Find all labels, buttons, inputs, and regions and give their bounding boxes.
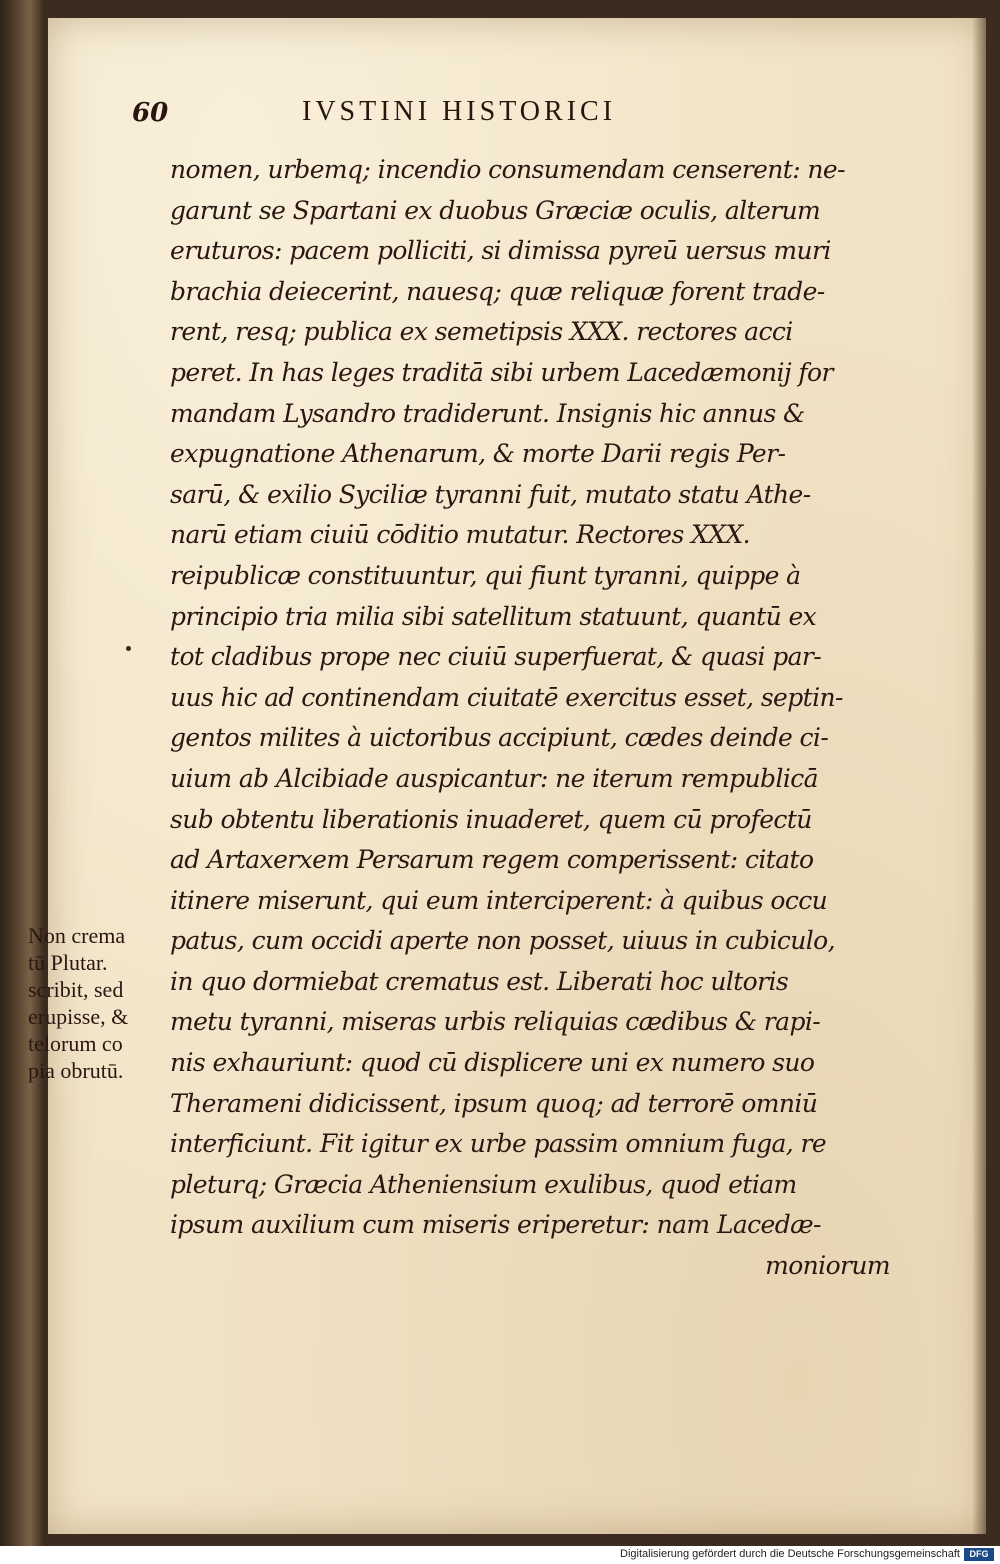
text-line: gentos milites à uictoribus accipiunt, cædes deinde ci- xyxy=(170,723,829,753)
text-line: in quo dormiebat crematus est. Liberati hoc ultoris xyxy=(170,966,789,996)
text-line: nomen, urbemq; incendio consumendam censerent: ne- xyxy=(170,155,845,184)
text-line: metu tyranni, miseras urbis reliquias cædibus & rapi- xyxy=(170,1007,821,1037)
text-line: eruturos: pacem polliciti, si dimissa pyreū uersus muri xyxy=(170,236,831,266)
text-line: rent, resq; publica ex semetipsis XXX. rectores acci xyxy=(170,317,793,347)
page-edge-shadow xyxy=(972,18,986,1534)
text-line: ipsum auxilium cum miseris eriperetur: nam Lacedæ- xyxy=(170,1210,821,1240)
text-line: nis exhauriunt: quod cū displicere uni ex numero suo xyxy=(170,1048,815,1078)
main-text-block xyxy=(170,150,890,1287)
marginal-note-line: Non crema xyxy=(28,923,126,948)
text-line: reipublicæ constituuntur, qui fiunt tyranni, quippe à xyxy=(170,560,801,590)
marginal-note xyxy=(28,922,178,1084)
text-line: brachia deiecerint, nauesq; quæ reliquæ forent trade- xyxy=(170,276,825,306)
margin-dot-mark xyxy=(126,646,131,651)
text-line: principio tria milia sibi satellitum statuunt, quantū ex xyxy=(170,601,817,631)
text-line: uium ab Alcibiade auspicantur: ne iterum rempublicā xyxy=(170,763,818,793)
text-line: Therameni didicissent, ipsum quoq; ad terrorē omniū xyxy=(170,1088,818,1118)
marginal-note-line: scribit, sed xyxy=(28,977,124,1002)
catchword: moniorum xyxy=(765,1251,890,1281)
text-line: pleturq; Græcia Atheniensium exulibus, quod etiam xyxy=(170,1169,797,1199)
digitization-footer xyxy=(0,1546,1000,1564)
marginal-note-line: pia obrutū. xyxy=(28,1058,124,1083)
text-line: expugnatione Athenarum, & morte Darii regis Per- xyxy=(170,439,786,469)
text-line: garunt se Spartani ex duobus Græciæ oculis, alterum xyxy=(170,195,821,225)
text-line: tot cladibus prope nec ciuiū superfuerat, & quasi par- xyxy=(170,642,822,672)
text-line: ad Artaxerxem Persarum regem comperissent: citato xyxy=(170,845,814,875)
marginal-note-line: telorum co xyxy=(28,1031,123,1056)
text-line: mandam Lysandro tradiderunt. Insignis hic annus & xyxy=(170,398,805,428)
text-line: itinere miserunt, qui eum interciperent: à quibus occu xyxy=(170,885,828,915)
funding-credit: Digitalisierung gefördert durch die Deutsche Forschungsgemeinschaft xyxy=(620,1548,960,1560)
running-head xyxy=(132,96,832,136)
text-line: sarū, & exilio Syciliæ tyranni fuit, mutato statu Athe- xyxy=(170,479,811,509)
page-number: 60 xyxy=(132,98,169,128)
text-line: narū etiam ciuiū cōditio mutatur. Rectores XXX. xyxy=(170,520,751,550)
text-line: patus, cum occidi aperte non posset, uiuus in cubiculo, xyxy=(170,926,835,956)
marginal-note-line: erupisse, & xyxy=(28,1004,129,1029)
text-line: peret. In has leges traditā sibi urbem Lacedæmonij for xyxy=(170,357,833,387)
running-title: IVSTINI HISTORICI xyxy=(302,96,617,127)
dfg-logo: DFG xyxy=(964,1548,994,1561)
text-line: sub obtentu liberationis inuaderet, quem cū profectū xyxy=(170,804,812,834)
text-line: interficiunt. Fit igitur ex urbe passim omnium fuga, re xyxy=(170,1129,827,1159)
text-line: uus hic ad continendam ciuitatē exercitus esset, septin- xyxy=(170,682,843,712)
marginal-note-line: tū Plutar. xyxy=(28,950,108,975)
